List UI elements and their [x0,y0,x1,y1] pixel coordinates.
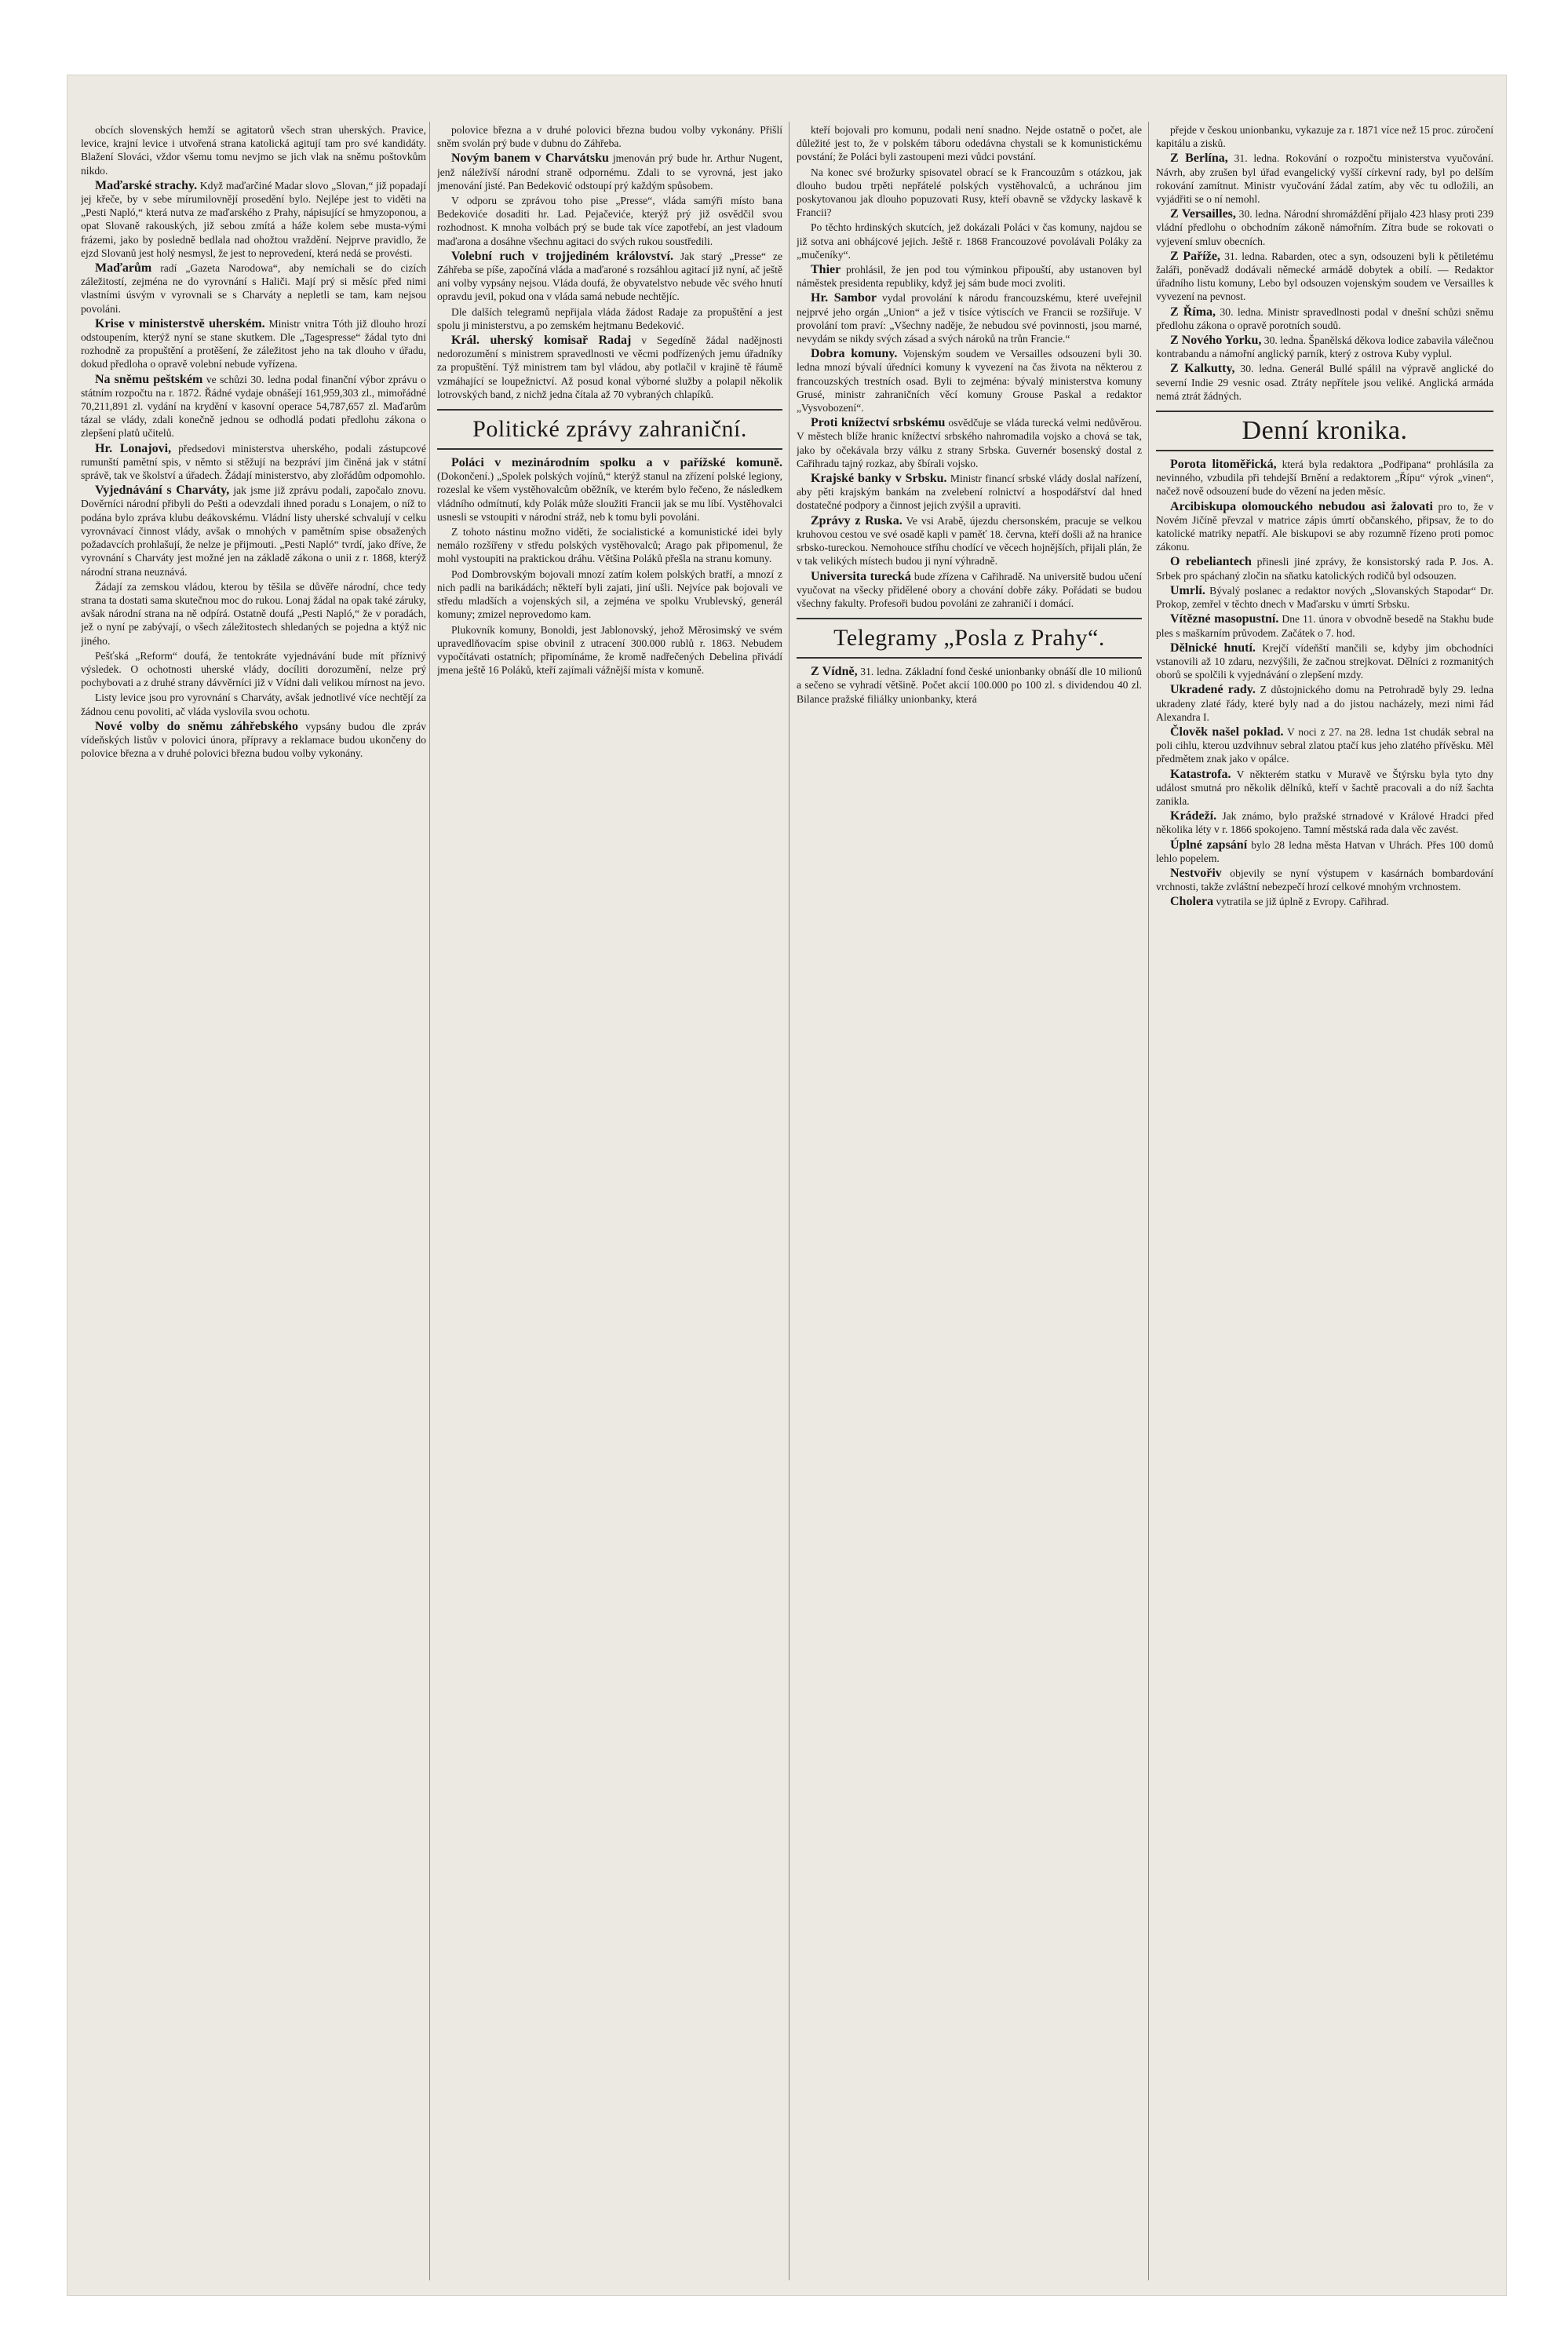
article-headline: Volební ruch v trojjediném království. [451,249,673,263]
article-text: V některém statku v Muravě ve Štýrsku byla tyto dny událost smutná pro několik dělníků, kteří v šachtě pracovali a do níž šachta zanikla. [1156,768,1493,807]
article-text: V odporu se zprávou toho pise „Presse“, vláda samýři místo bana Bedekoviće dosaditi hr. Lad. Pejačeviće, kterýž prý již osvědčil svou rozhodnost. K mnoha volbách prý se bude tak více zapotřebí, an jest vladoum maďarona a dosáhne všechnu agitaci do svých rukou soustředili. [437,195,782,247]
article-headline: Nestvořiv [1170,866,1222,880]
article-text: Dle dalších telegramů nepřijala vláda žádost Radaje za propuštění a jest spolu ji ministerstvu, a po zemském hejtmanu Bedeković. [437,305,782,331]
article-headline: Maďarům [95,261,152,276]
article-text: V noci z 27. na 28. ledna 1st chudák sebral na poli cihlu, kterou uzdvihnuv sebral zlatou ptačí kus jeho zlatého přívěsku. Měl předmětem znak jako v opálce. [1156,725,1493,765]
article-paragraph [81,179,426,260]
article-text: Žádají za zemskou vládou, kterou by těšila se důvěře národní, chce tedy strana ta dostati sama skutečnou moc do rukou. Lonaj žádal na opak také záruky, avšak národní strana na ně odpírá. Ostatně doufá „Pesti Napló,“ že v poradách, jež o nyní pe zabývají, o všech záležitostech shledaných se pojedna a ktýž nic jiného. [81,580,426,647]
article-paragraph [797,166,1142,220]
article-text: Ministr vnitra Tóth již dlouho hrozí odstoupením, kterýž nyní se stane skutkem. Dle „Tagespresse“ žádal tyto dni rozhodně za propuštění a protěšení, že záležitost jeho na tak dlouho v úřadu, dokud předloha o opravě volební nebude vyřízena. [81,317,426,371]
article-text: osvědčuje se vláda turecká velmi nedůvěrou. V městech blíže hranic knížectví srbského nahromadila vojsko a chová se tak, jako by očekávala brzy válku z strany Srbska. Guvernér bosenský dostal z Cařihradu tajný rozkaz, aby šbírali vojsko. [797,417,1142,469]
article-paragraph [1156,895,1493,908]
article-headline: Vyjednávání s Charváty, [95,484,230,498]
column-rule [429,122,430,2280]
article-paragraph [437,568,782,622]
article-text: Ve vsi Arabě, újezdu chersonském, pracuje se velkou kruhovou cestou ve své osadě kapli v paměť 18. června, kteří došli až na hranice srbsko-tureckou. Nemohouce stříhu chodící ve věcech hojnějších, přijali plán, že v tak velikých místech budou ji nyní výhradně. [797,514,1142,568]
article-headline: Universita turecká [811,569,911,583]
article-paragraph [797,416,1142,470]
article-text: kteří bojovali pro komunu, podali není snadno. Nejde ostatně o počet, ale důležité jest to, že v polském táboru odedávna chystali se k komunistickému povstání; že Poláci byli zastoupeni mezi vůdci povstání. [797,124,1142,163]
column-4 [1156,75,1493,2296]
article-headline: Maďarské strachy. [95,178,198,192]
article-text: Dne 11. února v obvodně besedě na Stakhu bude ples s maškarním průvodem. Začátek o 7. hod. [1156,613,1493,639]
article-paragraph [1156,151,1493,206]
article-paragraph [797,221,1142,261]
article-paragraph [1156,809,1493,836]
article-text: Když maďarčiné Madar slovo „Slovan,“ již popadají jej křeče, by v sebe mírumilovnějí prosedění bylo. Nejlépe jest to viděti na „Pesti Napló,“ která nutva ze maďarského z Prahy, nápisující se hmyzoponou, a opat Slovaně rakouských, již sebou zmítá a háže kolem sebe musta-vými frázemi, jako by posledně bedlala nad ohožtou vraždění. Nejprve pravidlo, že ejzd Slovanů jest holý nesmysl, že jest to neprovedení, která nedá se provésti. [81,179,426,259]
column-1 [81,75,426,2296]
article-text: objevily se nyní výstupem v kasárnách bombardování vrchnosti, takže zvláštní nebezpečí hrozí celkové mnohým vrchnostem. [1156,867,1493,893]
article-text: vydal provolání k národu francouzskému, které uveřejnil nejprvé jeho orgán „Union“ a jež v tisíce výtiscích ve Francii se rozšiřuje. V provolání tom praví: „Všechny naděje, že nebudou své povinnosti, jsou marné, nevydám se nikdy svých zásad a svých nároků na trůn Francie.“ [797,292,1142,345]
article-text: ve schůzi 30. ledna podal finanční výbor zprávu o státním rozpočtu na r. 1872. Řádné vydaje obnášejí 161,959,303 zl., mimořádné 70,211,891 zl. vydání na krydění v kasovní operace 54,787,657 zl. Maďarům tázal se vlády, zdali konečně jednou se odhodlá podati předlohu zákona o zlepšení platů učitelů. [81,373,426,440]
article-paragraph [1156,500,1493,554]
section-heading: Politické zprávy zahraniční. [437,409,782,450]
article-paragraph [1156,555,1493,582]
article-headline: Z Nového Yorku, [1170,334,1262,348]
article-text: radí „Gazeta Narodowa“, aby nemíchali se do cizích záležitostí, zejména ne do vyrovnání s Haliči. Mají prý si měsíc před nimi vlastními úsvým v vyrovnali se s Charváty a nepletli se tam, kam nejsou povoláni. [81,262,426,315]
article-text: 30. ledna. Národní shromáždění přijalo 423 hlasy proti 239 vládní předlohu o obchodním zákoně námořním. Zítra bude se rokovati o vyjevení smluv obecních. [1156,208,1493,247]
article-paragraph [1156,683,1493,724]
article-paragraph [797,347,1142,414]
article-headline: Z Paříže, [1170,249,1220,263]
article-headline: Zprávy z Ruska. [811,513,903,527]
article-text: Po těchto hrdinských skutcích, jež dokázali Poláci v čas komuny, najdou se již sotva ani obhájcové jejich. Ještě r. 1868 Francouzové povolávali Poláky za „mučeníky“. [797,221,1142,261]
article-paragraph [81,580,426,648]
article-text: Pešťská „Reform“ doufá, že tentokráte vyjednávání bude mít příznivý výsledek. O ochotnosti uherské vlády, docíliti dorozumění, nelze prý pochybovati a z druhé strany dávvěrníci již v Vídni dali velikou mírnost na jevo. [81,649,426,689]
article-headline: Úplné zapsání [1170,838,1248,852]
article-paragraph [437,525,782,566]
article-paragraph [1156,641,1493,682]
article-headline: Proti knížectví srbskému [811,416,946,430]
article-headline: Katastrofa. [1170,767,1231,781]
article-paragraph [797,514,1142,568]
article-text: Jak známo, bylo pražské strnadové v Králové Hradci před několika léty v r. 1866 spokojeno. Tamní městská rada dala věc zavést. [1156,810,1493,836]
article-paragraph [437,334,782,401]
article-text: předsedovi ministerstva uherského, podali zástupcové rumunští pamětní spis, v němto si stěžují na bezpráví jim činěná jak v státní správě, tak ve školství a úřadech. Žádají ministerstvo, aby zlořádům odpomohlo. [81,442,426,482]
article-text: vytratila se již úplně z Evropy. Cařihrad. [1216,896,1389,908]
article-paragraph [81,261,426,316]
article-headline: Ukradené rady. [1170,683,1256,697]
article-paragraph [1156,867,1493,893]
article-paragraph [81,442,426,483]
article-paragraph [1156,768,1493,809]
article-text: Pod Dombrovským bojovali mnozí zatím kolem polských bratří, a mnozí z nich padli na barikádách; někteří byli zajati, jiní ušli. Nejvíce pak bojovali ve středu mladších a vojenských sil, a zejména ve spolku Vrublevský, generál komuny; zmizel neprovedomo kam. [437,568,782,621]
article-text: Krejčí vídeňští mančili se, kdyby jim obchodníci vstanovili až 10 zdaru, nezvýšili, že začnou strejkovat. Dělníci z rozmanitých oborů se spolčili k vyjednávání o zlepšení mzdy. [1156,641,1493,681]
article-paragraph [437,151,782,192]
article-paragraph [1156,123,1493,150]
newspaper-page [67,75,1507,2296]
article-headline: Poláci v mezinárodním spolku a v pařížské komuně. [451,456,782,470]
article-paragraph [797,291,1142,345]
article-headline: Z Versailles, [1170,207,1236,221]
column-rule [1148,122,1149,2280]
article-paragraph [437,123,782,150]
article-text: 31. ledna. Rokování o rozpočtu ministerstva vyučování. Návrh, aby zrušen byl úřad evangelický vyšší církevní rady, byl po delším rokování zamítnut. Ministr vyučování žádal zatím, aby věc tu odložili, an vyjádřiti se o ní nemohl. [1156,152,1493,206]
article-text: 30. ledna. Generál Bullé spálil na výpravě anglické do severní Indie 29 vesnic osad. Ztráty nepřítele jsou veliké. Anglická armáda nemá ztrát žádných. [1156,363,1493,402]
article-headline: Thier [811,263,841,277]
article-headline: Krise v ministerstvě uherském. [95,316,265,330]
article-paragraph [81,720,426,761]
article-paragraph [1156,362,1493,403]
column-2 [437,75,782,2296]
article-text: Plukovník komuny, Bonoldi, jest Jablonovský, jehož Měrosimský ve svém upravedlňovacím spise obvinil z utracení 300.000 rublů r. 1863. Nebudem vypočítávati ostatních; připomínáme, že kromě nadřečených Debelina přivádí jmena ještě 16 Poláků, kteří zajímali vážnější místa v komuně. [437,623,782,677]
article-text: (Dokončení.) „Spolek polských vojínů,“ kterýž stanul na zřízení polské legiony, rozeslal ke všem vystěhovalcům oběžník, ve kterém bylo řečeno, že následkem vládního odmítnutí, kdy Polák může sloužiti Francii jak se mu líbí. Vystěhovalci usnesli se vstoupiti v národní stráž, neb k tomu byli povoláni. [437,470,782,523]
article-text: Jak starý „Presse“ ze Záhřeba se píše, započíná vláda a maďaroné s rozsáhlou agitací již nyní, ač ještě ani volby vypsány nejsou. Vláda doufá, že obyvatelstvo nebude věc svého hnutí opravdu jevil, pokud ona v vláda samá nebude nechtějíc. [437,250,782,303]
article-headline: Z Kalkutty, [1170,362,1235,376]
article-paragraph [797,123,1142,164]
article-headline: Cholera [1170,895,1214,909]
section-heading: Telegramy „Posla z Prahy“. [797,618,1142,659]
article-headline: Hr. Sambor [811,291,877,305]
article-text: Listy levice jsou pro vyrovnání s Charváty, avšak jednotlivé více nechtějí za žádnou cenu povoliti, ač vláda vyslovila svou ochotu. [81,692,426,717]
article-text: která byla redaktora „Podřipana“ prohlásila za nevinného, vzbudila při tehdejší Brnění a redaktorem „Řípu“ výrok „vinen“, načež nově odsouzení bude do vězení na jeden měsíc. [1156,458,1493,498]
article-headline: Z Vídně, [811,665,858,679]
article-headline: Dobra komuny. [811,347,898,361]
article-paragraph [1156,334,1493,360]
article-text: jak jsme již zprávu podali, započalo znovu. Dověrníci národní přibyli do Pešti a odevzdali ihned poradu s Lonajem, o níž to podána bylo zpráva klubu deákovskému. Vládní listy uherské schvalují v celku vyrovnávací činnost vlády, avšak o mnohých v pamětním spise obsažených požadavcích prohlašují, že nelze je přijmouti. „Pesti Napló“ tvrdí, jako dříve, že vyrovnání s Charváty jest možné jen na základě zákona o unii z r. 1868, kterýž národní strana neuznává. [81,484,426,578]
article-paragraph [1156,584,1493,611]
article-paragraph [81,649,426,690]
article-paragraph [437,305,782,332]
article-text: Vojenským soudem ve Versailles odsouzeni byli 30. ledna mnozí bývalí úředníci komuny k vyvezení na čas života na některou z francouzských trestních osad. Byli to zejména: bývalý ministerstva komuny Grusé, ministr zahraničních věcí komuny Grouse Paskal a redaktor „Vysvobození“. [797,348,1142,414]
article-text: vypsány budou dle zpráv vídeňských listův v polovici února, přípravy a reklamace budou ukončeny do polovice března a v druhé polovici března budou volby vykonány. [81,720,426,760]
article-headline: Na sněmu peštském [95,372,203,386]
article-paragraph [81,373,426,440]
article-text: Z tohoto nástinu možno viděti, že socialistické a komunistické idei byly nemálo rozšířeny v středu polských vystěhovalců; Arago pak připomenul, že mohl vystoupiti na praktickou dráhu. Většina Poláků přešla na stranu komuny. [437,526,782,565]
article-headline: Člověk našel poklad. [1170,725,1284,739]
column-3 [797,75,1142,2296]
article-paragraph [1156,838,1493,865]
article-headline: Krajské banky v Srbsku. [811,472,947,486]
article-paragraph [1156,725,1493,766]
article-paragraph [797,263,1142,290]
article-paragraph [81,123,426,177]
article-text: jmenován prý bude hr. Arthur Nugent, jenž náležívší národní straně odpornému. Zdali to se vyrovná, jest jako jmenování jisté. Pan Bedeković odstoupí prý každým spůsobem. [437,152,782,192]
article-text: v Segedíně žádal nadějnosti nedorozumění s ministrem spravedlnosti ve věcmi podřízených jemu úřadníky za propuštění. Týž ministrem tam byl vládou, aby potlačil v krajině tě řáumě vzmáhající se loupežnictví. Až posud konal výborné služby a polapil několik lotrovských band, z nichž jedna čítala až 70 vybraných chlapíků. [437,334,782,400]
article-headline: Král. uherský komisař Radaj [451,334,632,348]
article-headline: Porota litoměřická, [1170,458,1277,472]
article-paragraph [1156,612,1493,639]
article-paragraph [1156,458,1493,498]
article-text: 31. ledna. Základní fond české unionbanky obnáší dle 10 milionů a sečeno se vyhradí většině. Počet akcií 100.000 po 100 zl. s dividendou 40 zl. Bilance pražské filiálky unionbanky, která [797,666,1142,705]
article-paragraph [797,665,1142,706]
article-text: polovice března a v druhé polovici března budou volby vykonány. Přišlí sněm svolán prý bude v dubnu do Záhřeba. [437,124,782,150]
article-headline: Z Berlína, [1170,151,1228,166]
article-headline: O rebeliantech [1170,555,1252,569]
article-paragraph [797,472,1142,513]
article-text: prohlásil, že jen pod tou výminkou připouští, aby ustanoven byl náměstek presidenta republiky, když jej sám bude moci zvoliti. [797,264,1142,290]
article-text: obcích slovenských hemží se agitatorů všech stran uherských. Pravice, levice, krajní levice i utvořená strana katolická agitují tam pro své kandidáty. Blažení Slováci, vždor všemu tomu nevjmo se jich vlak na sněmu poštovkům nikdo. [81,124,426,177]
article-paragraph [437,194,782,248]
article-paragraph [1156,250,1493,304]
article-text: přejde v českou unionbanku, vykazuje za r. 1871 více než 15 proc. zúročení kapitálu a zisků. [1156,124,1493,150]
article-text: bude zřízena v Cařihradě. Na universitě budou učení vyučovat na všecky přidělené obory a chování dobře záky. Pořádati se budou všechny fakulty. Profesoři budou povoláni ze zahraničí i domácí. [797,570,1142,609]
section-heading: Denní kronika. [1156,411,1493,451]
article-text: přinesli jiné zprávy, že konsistorský rada P. Jos. A. Srbek pro spáchaný zločin na sňatku katolických rodičů byl odsouzen. [1156,556,1493,582]
article-text: Ministr financí srbské vlády doslal nařízení, aby pěti krajským bankám na zvelebení rolnictví a hospodářství dal hned dostatečné podpory a činnost jejich zvýšil a upraviti. [797,473,1142,512]
article-headline: Vítězné masopustní. [1170,612,1279,626]
article-paragraph [437,250,782,304]
article-text: bylo 28 ledna města Hatvan v Uhrách. Přes 100 domů lehlo popelem. [1156,838,1493,864]
article-paragraph [81,317,426,371]
article-paragraph [1156,207,1493,248]
article-text: pro to, že v Novém Jičíně převzal v matrice zápis úmrtí občanského, připsav, že to do katolické matriky nepatří. Ale biskupovi se aby rozumně řízeno proti pomoc zákonu. [1156,500,1493,553]
article-paragraph [437,623,782,677]
article-paragraph [437,456,782,524]
article-paragraph [81,484,426,578]
article-headline: Umrlí. [1170,583,1205,597]
article-headline: Dělnické hnutí. [1170,641,1256,655]
article-text: 30. ledna. Španělská děkova lodice zabavila válečnou kontrabandu a námořní anglický parník, který z ostrova Kuby vyplul. [1156,334,1493,360]
article-headline: Arcibiskupa olomouckého nebudou asi žalovati [1170,499,1433,513]
article-text: 30. ledna. Ministr spravedlnosti podal v dnešní schůzi sněmu předlohu zákona o opravě porotních soudů. [1156,305,1493,331]
article-text: Na konec své brožurky spisovatel obrací se k Francouzům s otázkou, jak dlouho budou trpěti nepřátelé polských vystěhovalců, a uchránou jim poskytovanou jak dlouho popuzovati Rusy, kteří obavně se vždycky laskavě k Francii? [797,166,1142,219]
article-headline: Novým banem v Charvátsku [451,151,609,166]
article-headline: Nové volby do sněmu záhřebského [95,719,298,733]
article-paragraph [81,691,426,717]
article-headline: Z Říma, [1170,305,1216,319]
article-paragraph [797,570,1142,611]
article-text: 31. ledna. Rabarden, otec a syn, odsouzeni byli k pětiletému žaláři, poněvadž dodávali německé armádě dobytek a obilí. — Redaktor úřadního listu komuny, Lebo byl odsouzen vojenským soudem ve Versailles k vyvezení na pevnost. [1156,250,1493,303]
article-text: Z důstojnického domu na Petrohradě byly 29. ledna ukradeny zlaté řády, které byly nad a do jistou nacházely, mezi nimi řád Alexandra I. [1156,684,1493,723]
article-paragraph [1156,305,1493,332]
article-text: Bývalý poslanec a redaktor nových „Slovanských Stapodar“ Dr. Prokop, zemřel v těchto dnech v Maďarsku v úmrtí Srbsku. [1156,584,1493,611]
article-headline: Krádeží. [1170,809,1217,823]
article-headline: Hr. Lonajovi, [95,441,172,455]
